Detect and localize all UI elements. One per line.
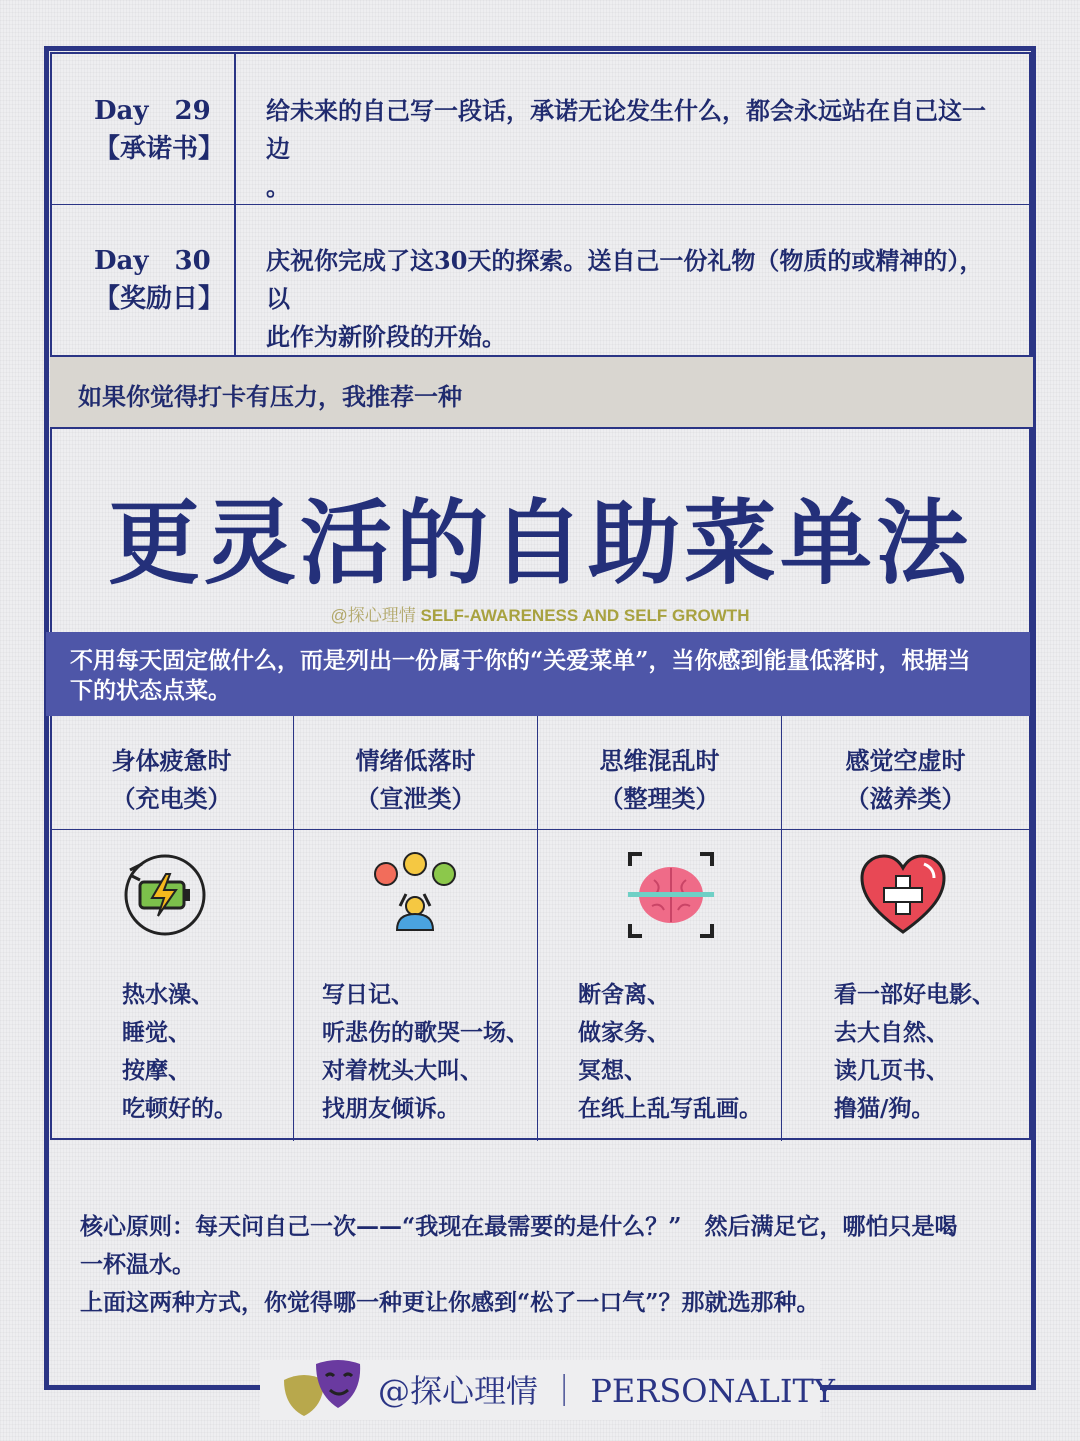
menu-type: （整理类） [599,784,720,813]
day-label-cell [50,54,236,204]
menu-column-header [294,716,537,830]
day-description-line: 庆祝你完成了这30天的探索。送自己一份礼物（物质的或精神的），以 [266,246,984,313]
intro-band [50,355,1033,429]
menu-type: （滋养类） [845,784,966,813]
menu-state: 感觉空虚时 [845,746,966,775]
menu-state: 情绪低落时 [355,746,476,775]
menu-item: 撸猫/狗。 [834,1095,935,1122]
menu-column-release [294,716,538,1141]
day-description [266,92,1001,206]
day-number: Day 29 [94,96,211,126]
heart-plus-icon [858,850,948,940]
menu-item: 在纸上乱写乱画。 [578,1095,762,1122]
menu-item: 听悲伤的歌哭一场、 [322,1019,529,1046]
brain-scan-icon [626,850,716,940]
menu-item: 去大自然、 [834,1019,949,1046]
day-description-line: 。 [266,172,290,201]
menu-item: 热水澡、 [122,981,214,1008]
menu-column-nourish [782,716,1029,1141]
credit-handle: @探心理情 [330,606,421,625]
core-principle [80,1208,1010,1322]
menu-state: 思维混乱时 [599,746,720,775]
menu-column-organize [538,716,782,1141]
description-line: 下的状态点菜。 [70,677,231,704]
menu-column-header [50,716,293,830]
menu-item: 对着枕头大叫、 [322,1057,483,1084]
menu-item: 读几页书、 [834,1057,949,1084]
menu-item: 找朋友倾诉。 [322,1095,460,1122]
headline: 更灵活的自助菜单法 [107,489,972,597]
day-title: 【承诺书】 [94,134,225,164]
menu-item: 睡觉、 [122,1019,191,1046]
menu-item: 做家务、 [578,1019,670,1046]
menu-type: （充电类） [111,784,232,813]
menu-column-header [538,716,781,830]
credit-tagline: SELF-AWARENESS AND SELF GROWTH [420,606,750,625]
menu-item: 冥想、 [578,1057,647,1084]
day-label-cell [50,204,236,355]
principle-line: 一杯温水。 [80,1251,195,1278]
theatre-masks-icon [282,1360,372,1420]
menu-column-header [782,716,1029,830]
emotions-icon [370,850,460,940]
day-description [266,242,1001,356]
day-title: 【奖励日】 [94,284,225,314]
menu-type: （宣泄类） [355,784,476,813]
day-description-line: 给未来的自己写一段话，承诺无论发生什么，都会永远站在自己这一边 [266,96,986,163]
day-description-line: 此作为新阶段的开始。 [266,322,506,351]
intro-text: 如果你觉得打卡有压力，我推荐一种 [78,382,462,411]
menu-items [322,976,529,1128]
battery-charging-icon [120,850,210,940]
menu-state: 身体疲惫时 [111,746,232,775]
menu-column-recharge [50,716,294,1141]
menu-item: 看一部好电影、 [834,981,995,1008]
day-number: Day 30 [94,246,211,276]
description-line: 不用每天固定做什么，而是列出一份属于你的“关爱菜单”，当你感到能量低落时，根据当 [70,647,971,674]
footer-handle: @探心理情 ｜ PERSONALITY [378,1372,835,1410]
day-row-29 [50,54,1031,205]
menu-item: 断舍离、 [578,981,670,1008]
menu-items [578,976,762,1128]
menu-item: 按摩、 [122,1057,191,1084]
menu-item: 吃顿好的。 [122,1095,237,1122]
credit-line [0,601,1080,626]
principle-line: 核心原则：每天问自己一次——“我现在最需要的是什么？” 然后满足它，哪怕只是喝 [80,1213,958,1240]
footer-signature [260,1360,835,1420]
menu-items [122,976,237,1128]
principle-line: 上面这两种方式，你觉得哪一种更让你感到“松了一口气”？那就选那种。 [80,1289,820,1316]
menu-item: 写日记、 [322,981,414,1008]
menu-items [834,976,995,1128]
care-menu-table [50,716,1029,1141]
description-band [46,632,1030,716]
day-row-30 [50,204,1031,355]
